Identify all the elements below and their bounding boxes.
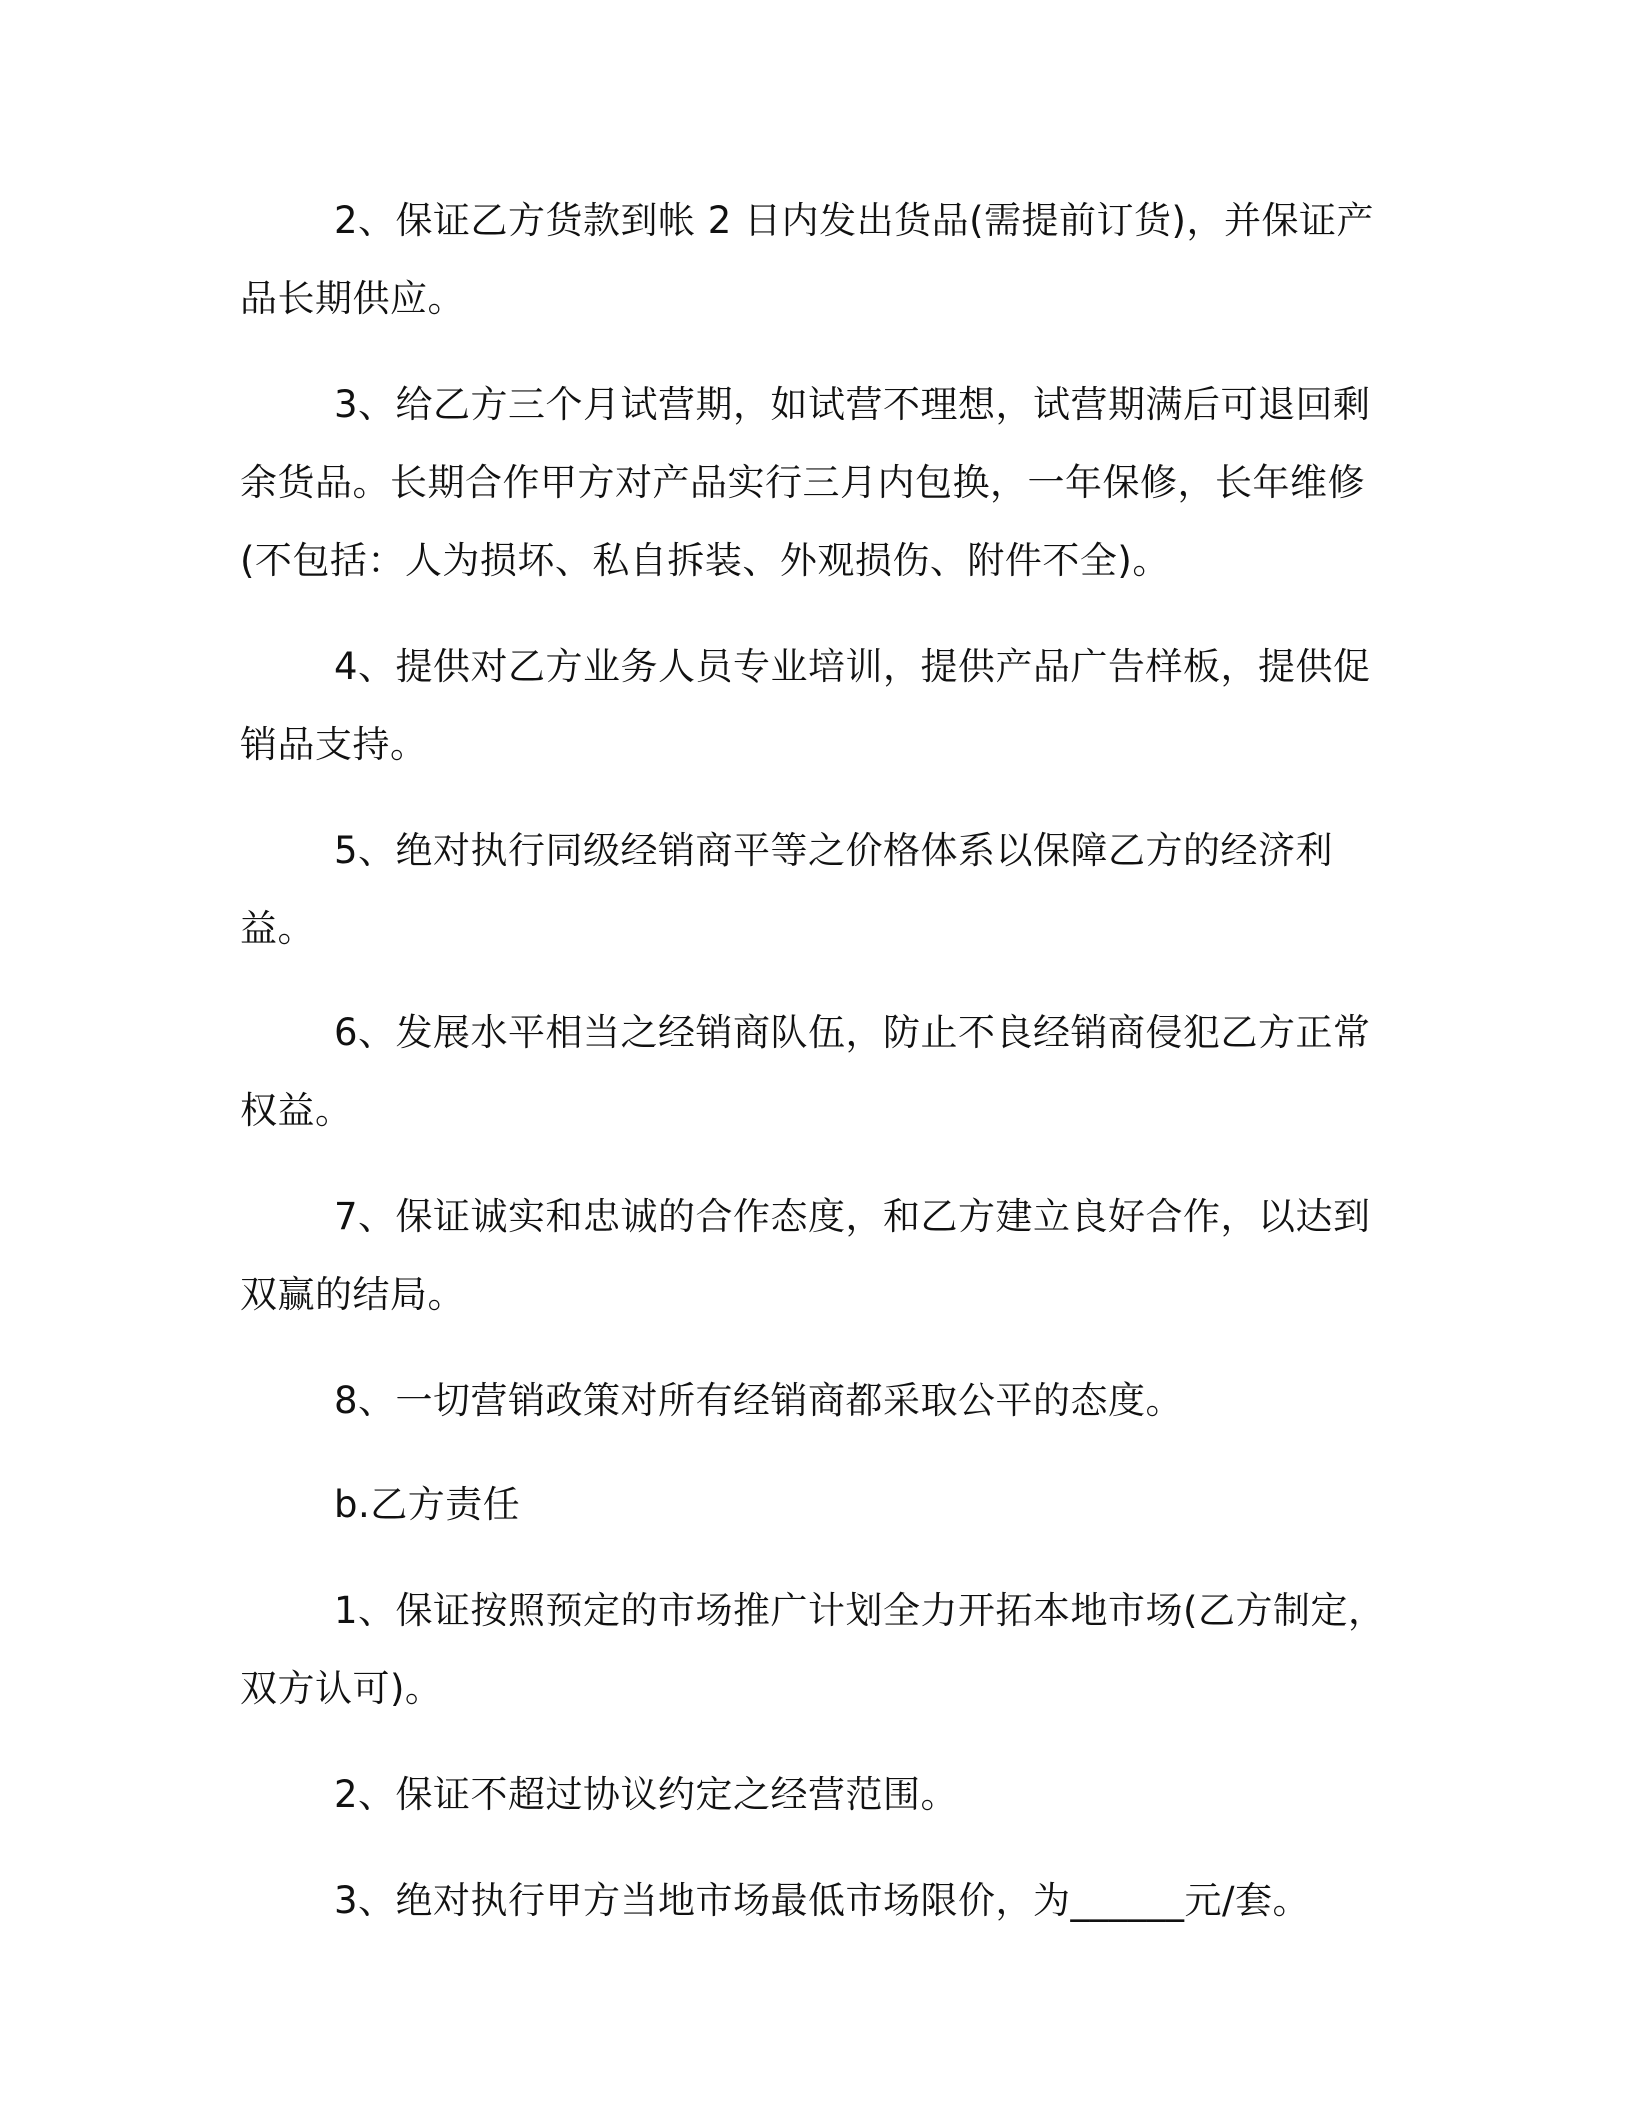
paragraph-item-4: 4、提供对乙方业务人员专业培训，提供产品广告样板，提供促销品支持。: [240, 645, 1371, 766]
paragraph-gap: [240, 600, 1390, 628]
paragraph-b-item-3: 3、绝对执行甲方当地市场最低市场限价，为______元/套。: [334, 1879, 1311, 1922]
paragraph-item-2: 2、保证乙方货款到帐 2 日内发出货品(需提前订货)，并保证产品长期供应。: [240, 199, 1374, 320]
paragraph-item-8: 8、一切营销政策对所有经销商都采取公平的态度。: [334, 1379, 1184, 1422]
paragraph-item-3: 3、给乙方三个月试营期，如试营不理想，试营期满后可退回剩余货品。长期合作甲方对产品实行三月内包换，一年保修，长年维修(不包括：人为损坏、私自拆装、外观损伤、附件不全)。: [240, 383, 1371, 582]
paragraph-gap: [240, 1150, 1390, 1178]
paragraph-gap: [240, 338, 1390, 366]
paragraph-gap: [240, 1440, 1390, 1466]
paragraph-b-item-1: 1、保证按照预定的市场推广计划全力开拓本地市场(乙方制定，双方认可)。: [240, 1589, 1386, 1710]
paragraph-item-5: 5、绝对执行同级经销商平等之价格体系以保障乙方的经济利益。: [240, 829, 1334, 950]
paragraph-gap: [240, 1544, 1390, 1572]
paragraph-gap: [240, 1334, 1390, 1362]
document-body: [240, 182, 1390, 1940]
paragraph-item-7: 7、保证诚实和忠诚的合作态度，和乙方建立良好合作，以达到双赢的结局。: [240, 1195, 1371, 1316]
paragraph-gap: [240, 1728, 1390, 1756]
paragraph-b-item-2: 2、保证不超过协议约定之经营范围。: [334, 1773, 959, 1816]
paragraph-item-6: 6、发展水平相当之经销商队伍，防止不良经销商侵犯乙方正常权益。: [240, 1011, 1371, 1132]
paragraph-gap: [240, 784, 1390, 812]
paragraph-gap: [240, 1834, 1390, 1862]
paragraph-gap: [240, 968, 1390, 994]
section-heading-party-b: b.乙方责任: [334, 1483, 521, 1526]
